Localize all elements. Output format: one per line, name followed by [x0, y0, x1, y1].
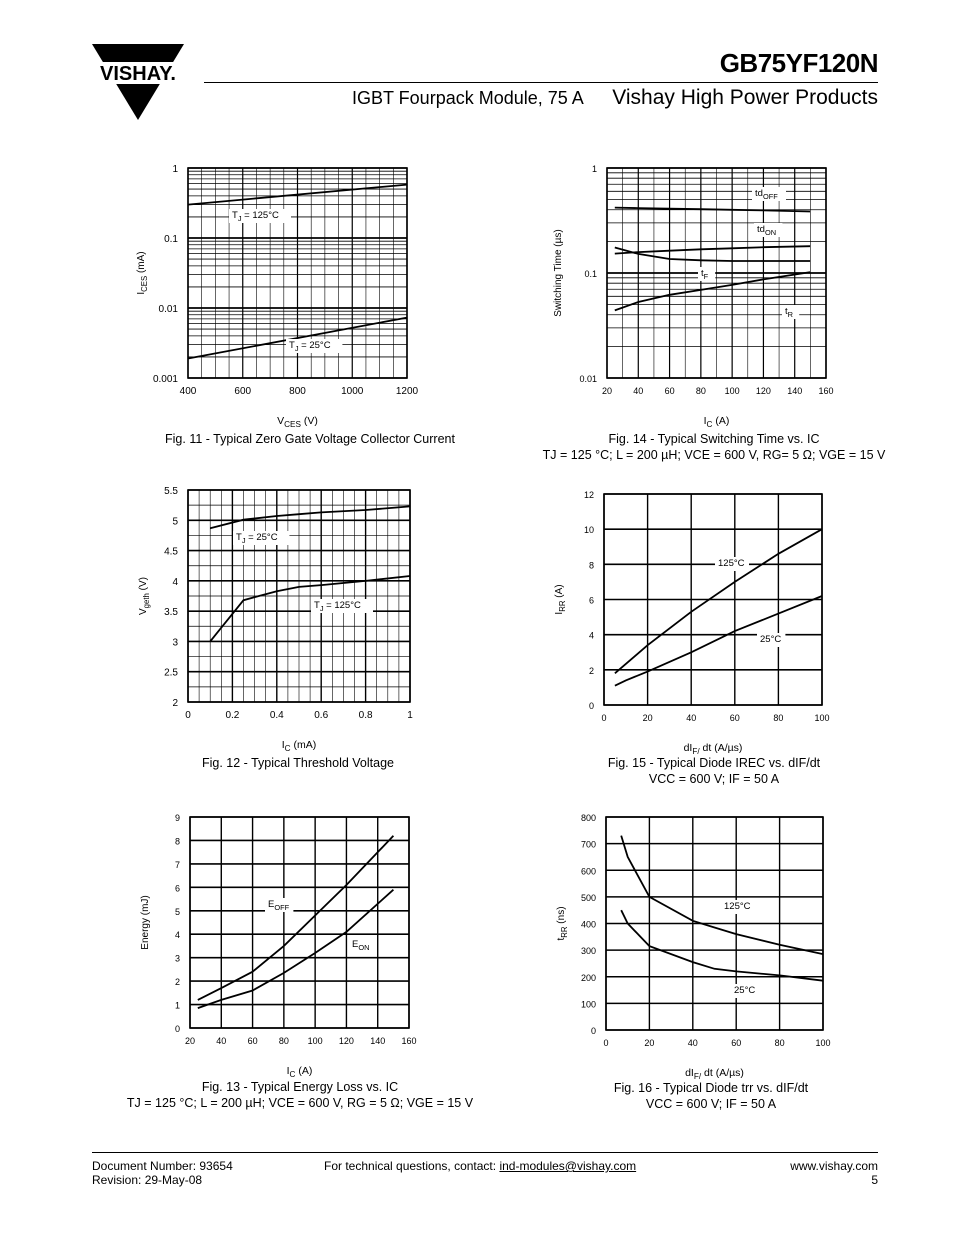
contact-email-link[interactable]: ind-modules@vishay.com [499, 1159, 637, 1173]
series-annotation: 125°C [724, 901, 751, 912]
y-tick-label: 600 [580, 866, 596, 877]
division-title: Vishay High Power Products [612, 86, 878, 109]
x-tick-label: 100 [724, 386, 740, 396]
y-axis-label: Switching Time (µs) [553, 229, 564, 317]
caption-fig14 [534, 431, 894, 463]
grid [188, 490, 410, 702]
product-subtitle: IGBT Fourpack Module, 75 A [352, 88, 584, 108]
x-tick-label: 0 [185, 710, 191, 721]
y-tick-label: 800 [580, 813, 596, 823]
y-tick-label: 4 [588, 630, 594, 641]
x-axis-label: VCES (V) [277, 415, 318, 429]
x-tick-label: 40 [687, 1038, 698, 1048]
y-tick-label: 1 [172, 164, 178, 175]
series-annotation: tF [701, 268, 709, 281]
y-tick-label: 4.5 [164, 546, 178, 558]
x-tick-label: 40 [216, 1036, 227, 1046]
logo-text: VISHAY. [100, 63, 176, 85]
series-annotation: TJ = 125°C [314, 600, 361, 613]
y-tick-label: 8 [588, 560, 594, 571]
y-tick-label: 2 [172, 698, 178, 709]
x-tick-label: 800 [289, 386, 306, 397]
y-tick-label: 6 [174, 883, 180, 894]
y-tick-label: 0.1 [164, 234, 178, 245]
x-tick-label: 80 [695, 386, 706, 396]
grid [606, 817, 823, 1030]
x-tick-label: 60 [731, 1038, 742, 1048]
caption-fig13 [124, 1079, 476, 1111]
y-tick-label: 7 [174, 859, 180, 870]
caption-line: VCC = 600 V; IF = 50 A [648, 772, 780, 786]
footer-rule [92, 1152, 878, 1153]
x-axis-label: IC (A) [703, 415, 730, 429]
series-line-2 [621, 910, 823, 981]
caption-fig12 [148, 755, 448, 771]
x-tick-label: 140 [370, 1036, 386, 1046]
chart-fig11 [120, 150, 450, 430]
y-tick-label: 0 [588, 701, 594, 711]
y-axis-label: tRR (ns) [556, 906, 569, 941]
series-line-1 [621, 836, 823, 955]
x-tick-label: 600 [234, 386, 252, 397]
y-tick-label: 5.5 [164, 486, 178, 497]
y-axis-label: Energy (mJ) [140, 895, 151, 950]
x-tick-label: 100 [815, 1038, 831, 1048]
caption-fig11 [140, 431, 480, 447]
chart-fig15 [540, 478, 860, 758]
x-tick-label: 1000 [341, 386, 364, 397]
x-tick-label: 0 [603, 1038, 609, 1048]
y-tick-label: 1 [174, 1000, 180, 1011]
y-tick-label: 200 [580, 972, 596, 983]
x-tick-label: 80 [774, 1038, 785, 1048]
y-tick-label: 0 [174, 1024, 180, 1034]
x-tick-label: 40 [686, 713, 697, 723]
x-tick-label: 120 [338, 1036, 354, 1046]
y-tick-label: 3.5 [164, 607, 178, 619]
series-line-2 [615, 596, 822, 686]
x-tick-label: 0.6 [314, 710, 329, 721]
series-annotation: 125°C [718, 558, 745, 569]
y-axis-label: IRR (A) [554, 584, 567, 615]
x-tick-label: 400 [179, 386, 197, 397]
y-tick-label: 0.01 [579, 374, 597, 384]
x-tick-label: 20 [642, 713, 653, 723]
vishay-logo [92, 44, 184, 120]
series-annotation: tdOFF [755, 188, 778, 201]
series-annotation: EOFF [268, 899, 290, 912]
x-tick-label: 0.4 [269, 710, 284, 721]
caption-line: Fig. 15 - Typical Diode IREC vs. dIF/dt [607, 756, 821, 770]
footer-document-info [92, 1159, 233, 1187]
series-annotation: 25°C [734, 985, 756, 996]
x-tick-label: 0 [601, 713, 607, 723]
y-tick-label: 100 [580, 999, 596, 1010]
y-tick-label: 2 [174, 977, 180, 988]
chart-fig16 [540, 805, 860, 1080]
series-annotation: tdON [757, 224, 777, 237]
plot-frame [190, 817, 409, 1028]
x-axis-label: dIF/ dt (A/µs) [685, 1067, 744, 1081]
series-annotation: 25°C [760, 634, 782, 645]
x-tick-label: 60 [247, 1036, 258, 1046]
grid [190, 817, 409, 1028]
y-tick-label: 2.5 [164, 667, 178, 679]
caption-line: TJ = 125 °C; L = 200 µH; VCE = 600 V, RG= 5 Ω; VGE = 15 V [542, 448, 886, 462]
y-tick-label: 3 [174, 953, 180, 964]
footer-contact [324, 1159, 636, 1173]
contact-prefix: For technical questions, contact: [324, 1159, 497, 1173]
series-line-2 [615, 246, 811, 253]
y-tick-label: 3 [172, 637, 178, 649]
x-tick-label: 20 [601, 386, 613, 396]
x-tick-label: 40 [633, 386, 644, 396]
document-number: Document Number: 93654 [92, 1159, 233, 1173]
y-tick-label: 9 [174, 813, 180, 823]
x-tick-label: 60 [729, 713, 740, 723]
y-tick-label: 12 [583, 490, 594, 500]
series-annotation: TJ = 25°C [236, 532, 278, 545]
y-tick-label: 300 [580, 946, 596, 957]
y-tick-label: 4 [172, 576, 178, 588]
y-tick-label: 0 [590, 1026, 596, 1036]
y-tick-label: 10 [583, 525, 594, 536]
x-tick-label: 80 [773, 713, 784, 723]
chart-fig13 [120, 805, 450, 1080]
caption-line: VCC = 600 V; IF = 50 A [645, 1097, 777, 1111]
x-tick-label: 100 [307, 1036, 323, 1046]
chart-fig14 [530, 150, 850, 430]
series-annotation: TJ = 25°C [289, 340, 331, 353]
y-tick-label: 4 [174, 930, 180, 941]
y-tick-label: 500 [580, 892, 596, 903]
caption-fig16 [566, 1080, 856, 1112]
series-line-1 [198, 836, 394, 1000]
x-axis-label: IC (mA) [281, 739, 317, 753]
y-tick-label: 5 [174, 906, 180, 917]
caption-line: Fig. 14 - Typical Switching Time vs. IC [608, 432, 820, 446]
x-tick-label: 60 [664, 386, 675, 396]
y-tick-label: 5 [172, 516, 178, 528]
y-tick-label: 0.01 [158, 304, 178, 315]
x-tick-label: 0.8 [358, 710, 373, 721]
y-tick-label: 400 [580, 919, 596, 930]
x-tick-label: 140 [787, 386, 803, 396]
x-tick-label: 0.2 [225, 710, 240, 721]
website-link[interactable]: www.vishay.com [790, 1159, 878, 1173]
caption-line: Fig. 13 - Typical Energy Loss vs. IC [201, 1080, 399, 1094]
caption-fig15 [564, 755, 864, 787]
x-axis-label: IC (A) [286, 1065, 313, 1079]
y-tick-label: 2 [588, 665, 594, 676]
part-number: GB75YF120N [719, 48, 878, 78]
series-annotation: TJ = 125°C [232, 210, 279, 223]
x-tick-label: 1 [407, 710, 413, 721]
x-tick-label: 20 [644, 1038, 655, 1048]
caption-line: TJ = 125 °C; L = 200 µH; VCE = 600 V, RG = 5 Ω; VGE = 15 V [126, 1096, 474, 1110]
x-axis-label: dIF/ dt (A/µs) [683, 742, 743, 756]
page-number: 5 [871, 1173, 878, 1187]
x-tick-label: 1200 [395, 386, 419, 397]
caption-line: Fig. 12 - Typical Threshold Voltage [201, 756, 394, 770]
header-rule [204, 82, 878, 83]
x-tick-label: 20 [184, 1036, 196, 1046]
x-tick-label: 160 [818, 386, 834, 396]
x-tick-label: 160 [401, 1036, 417, 1046]
y-axis-label: Vgeth (V) [138, 577, 151, 615]
y-tick-label: 0.001 [152, 374, 178, 385]
y-tick-label: 8 [174, 836, 180, 847]
x-tick-label: 120 [755, 386, 771, 396]
footer-site-info [790, 1159, 878, 1187]
y-tick-label: 700 [580, 839, 596, 850]
x-tick-label: 100 [814, 713, 830, 723]
x-tick-label: 80 [278, 1036, 289, 1046]
series-line-1 [615, 529, 822, 673]
y-tick-label: 1 [591, 164, 597, 174]
y-tick-label: 0.1 [584, 269, 597, 279]
y-axis-label: ICES (mA) [136, 251, 149, 295]
grid [607, 168, 826, 378]
series-annotation: EON [352, 939, 370, 952]
series-annotation: tR [785, 306, 793, 319]
caption-line: Fig. 11 - Typical Zero Gate Voltage Collector Current [165, 432, 455, 446]
revision-date: Revision: 29-May-08 [92, 1173, 203, 1187]
grid [604, 494, 822, 705]
y-tick-label: 6 [588, 595, 594, 606]
caption-line: Fig. 16 - Typical Diode trr vs. dIF/dt [613, 1081, 809, 1095]
chart-fig12 [120, 475, 440, 755]
